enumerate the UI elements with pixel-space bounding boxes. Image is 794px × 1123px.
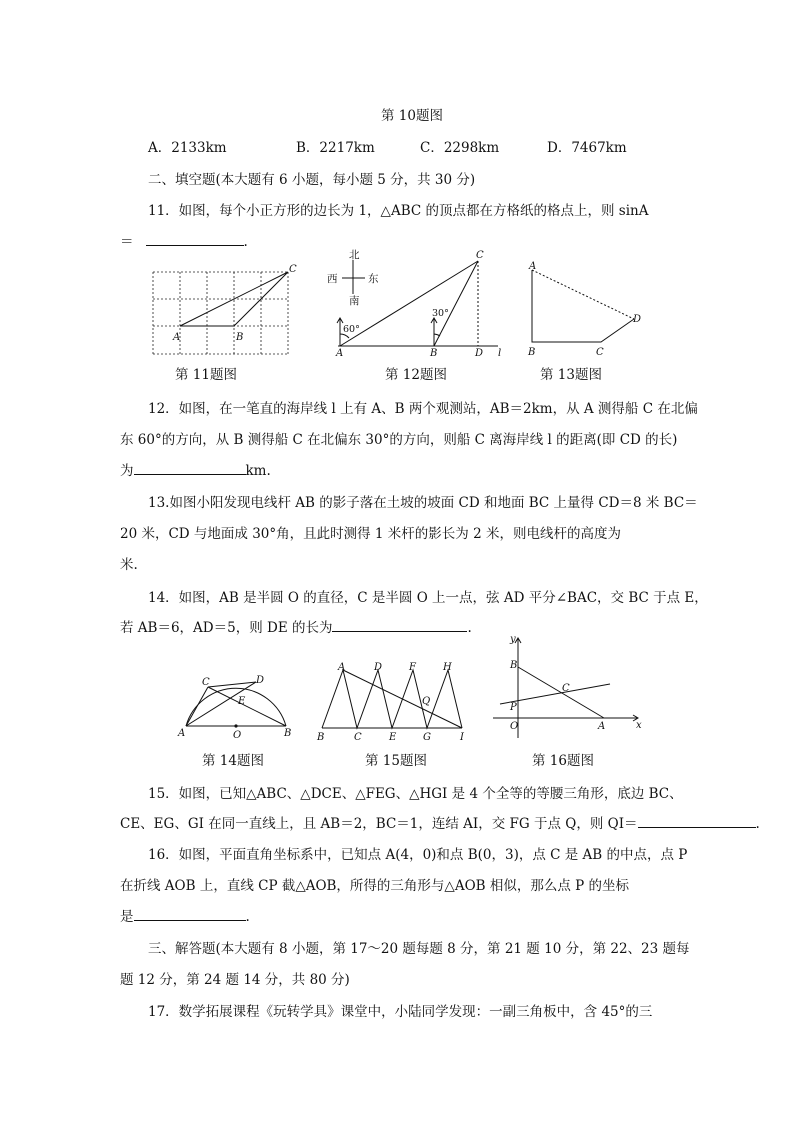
fig14-figure xyxy=(178,672,293,742)
fig13-polyline xyxy=(532,270,634,342)
fig14-label-a: A xyxy=(178,728,186,739)
q14-answer-blank[interactable] xyxy=(332,617,467,632)
fig15-label-i: I xyxy=(460,732,464,743)
fig15-label-e: E xyxy=(389,732,397,743)
fig12-label-l: l xyxy=(498,348,502,359)
fig16-caption: 第 16题图 xyxy=(532,753,594,769)
fig14-label-e: E xyxy=(238,696,246,707)
fig13-figure xyxy=(524,262,644,360)
section3-heading-line1: 三、解答题(本大题有 8 小题，第 17～20 题每题 8 分，第 21 题 10 分，第 22、23 题每 xyxy=(148,941,690,957)
fig11-label-b: B xyxy=(236,332,244,343)
fig12-north: 北 xyxy=(349,249,360,261)
fig11-label-a: A xyxy=(173,332,181,343)
fig12-label-a: A xyxy=(336,348,344,359)
q13-line3: 米. xyxy=(120,557,138,573)
fig12-figure xyxy=(320,248,530,360)
fig15-label-f: F xyxy=(409,662,416,673)
q16-prefix: 是 xyxy=(120,909,134,925)
q16-line3 xyxy=(120,905,250,925)
q11-line2 xyxy=(120,230,248,250)
q12-line2: 东 60°的方向，从 B 测得船 C 在北偏东 30°的方向，则船 C 离海岸线 l 的距离(即 CD 的长) xyxy=(120,432,678,448)
fig12-east: 东 xyxy=(368,273,379,285)
q12-line1: 12．如图，在一笔直的海岸线 l 上有 A、B 两个观测站，AB＝2km，从 A 测得船 C 在北偏 xyxy=(148,401,698,417)
q11-answer-blank[interactable] xyxy=(146,231,244,246)
fig12-west: 西 xyxy=(327,273,338,285)
fig16-figure xyxy=(490,630,650,742)
fig12-south: 南 xyxy=(349,295,360,307)
fig11-caption: 第 11题图 xyxy=(175,367,237,383)
q14-line2 xyxy=(120,616,472,636)
option-d: D．7467km xyxy=(547,140,627,156)
fig13-caption: 第 13题图 xyxy=(540,367,602,383)
q14-period: . xyxy=(467,620,472,636)
fig16-label-y: y xyxy=(510,634,516,645)
fig16-label-a: A xyxy=(598,721,606,732)
q15-answer-blank[interactable] xyxy=(638,813,756,828)
q12-answer-blank[interactable] xyxy=(134,460,246,475)
fig15-figure xyxy=(312,660,472,744)
fig16-label-o: O xyxy=(510,721,519,732)
fig13-label-c: C xyxy=(596,347,604,358)
section3-heading-line2: 题 12 分，第 24 题 14 分，共 80 分) xyxy=(120,972,350,988)
fig12-line-ac xyxy=(340,261,478,346)
fig15-label-b: B xyxy=(317,732,325,743)
fig16-label-b: B xyxy=(510,660,518,671)
q11-period: . xyxy=(243,234,248,250)
option-b: B．2217km xyxy=(296,140,375,156)
fig15-label-c: C xyxy=(354,732,362,743)
fig12-angle-60: 60° xyxy=(343,324,360,335)
fig15-label-q: Q xyxy=(422,696,431,707)
fig16-label-c: C xyxy=(562,683,570,694)
fig13-label-a: A xyxy=(529,261,537,272)
fig15-label-d: D xyxy=(374,662,383,673)
q12-line3 xyxy=(120,459,271,479)
fig12-label-d: D xyxy=(475,348,484,359)
q13-line1: 13.如图小阳发现电线杆 AB 的影子落在土坡的坡面 CD 和地面 BC 上量得 CD＝8 米 BC＝ xyxy=(148,495,698,511)
q11-equals: ＝ xyxy=(120,234,134,250)
option-c: C．2298km xyxy=(420,140,500,156)
q16-line1: 16．如图，平面直角坐标系中，已知点 A(4，0)和点 B(0，3)，点 C 是 AB 的中点，点 P xyxy=(148,847,688,863)
fig15-label-h: H xyxy=(443,662,452,673)
fig11-label-c: C xyxy=(289,264,297,275)
fig16-line-cp xyxy=(500,684,610,704)
fig12-label-c: C xyxy=(476,250,484,261)
q11-line1: 11．如图，每个小正方形的边长为 1，△ABC 的顶点都在方格纸的格点上，则 sinA xyxy=(148,203,649,219)
fig14-label-o: O xyxy=(233,730,242,741)
fig11-grid-figure xyxy=(150,264,300,364)
fig12-line-bc xyxy=(434,261,478,346)
fig14-label-d: D xyxy=(256,675,265,686)
q14-prefix: 若 AB＝6，AD＝5，则 DE 的长为 xyxy=(120,620,333,636)
q15-line2 xyxy=(120,812,760,832)
fig10-caption: 第 10题图 xyxy=(381,108,443,124)
fig15-caption: 第 15题图 xyxy=(365,753,427,769)
fig14-semicircle xyxy=(186,688,286,726)
fig16-label-x: x xyxy=(636,720,642,731)
q15-line1: 15．如图，已知△ABC、△DCE、△FEG、△HGI 是 4 个全等的等腰三角形，底边 BC、 xyxy=(148,786,683,802)
q13-line2: 20 米，CD 与地面成 30°角，且此时测得 1 米杆的影长为 2 米，则电线杆的高度为 xyxy=(120,526,621,542)
fig12-label-b: B xyxy=(430,348,438,359)
option-a: A．2133km xyxy=(148,140,227,156)
fig13-label-d: D xyxy=(633,314,642,325)
fig14-caption: 第 14题图 xyxy=(202,753,264,769)
q17-line1: 17．数学拓展课程《玩转学具》课堂中，小陆同学发现：一副三角板中，含 45°的三 xyxy=(148,1004,653,1020)
fig16-label-p: P xyxy=(510,702,517,713)
fig15-line-ai xyxy=(343,670,462,728)
section2-heading: 二、填空题(本大题有 6 小题，每小题 5 分，共 30 分) xyxy=(148,172,476,188)
fig12-angle-30: 30° xyxy=(432,308,449,319)
q16-period: . xyxy=(245,909,250,925)
q15-prefix: CE、EG、GI 在同一直线上，且 AB＝2，BC＝1，连结 AI，交 FG 于点 Q，则 QI＝ xyxy=(120,816,638,832)
q16-answer-blank[interactable] xyxy=(134,906,246,921)
fig12-caption: 第 12题图 xyxy=(385,367,447,383)
q14-line1: 14．如图，AB 是半圆 O 的直径，C 是半圆 O 上一点，弦 AD 平分∠BAC，交 BC 于点 E， xyxy=(148,590,708,606)
fig14-label-c: C xyxy=(202,677,210,688)
fig15-label-a: A xyxy=(338,662,346,673)
q12-prefix: 为 xyxy=(120,463,134,479)
q15-period: . xyxy=(755,816,760,832)
q16-line2: 在折线 AOB 上，直线 CP 截△AOB，所得的三角形与△AOB 相似，那么点 P 的坐标 xyxy=(120,878,630,894)
q12-unit: km. xyxy=(245,463,271,479)
fig15-label-g: G xyxy=(423,732,431,743)
fig13-label-b: B xyxy=(528,347,536,358)
fig14-label-b: B xyxy=(284,728,292,739)
